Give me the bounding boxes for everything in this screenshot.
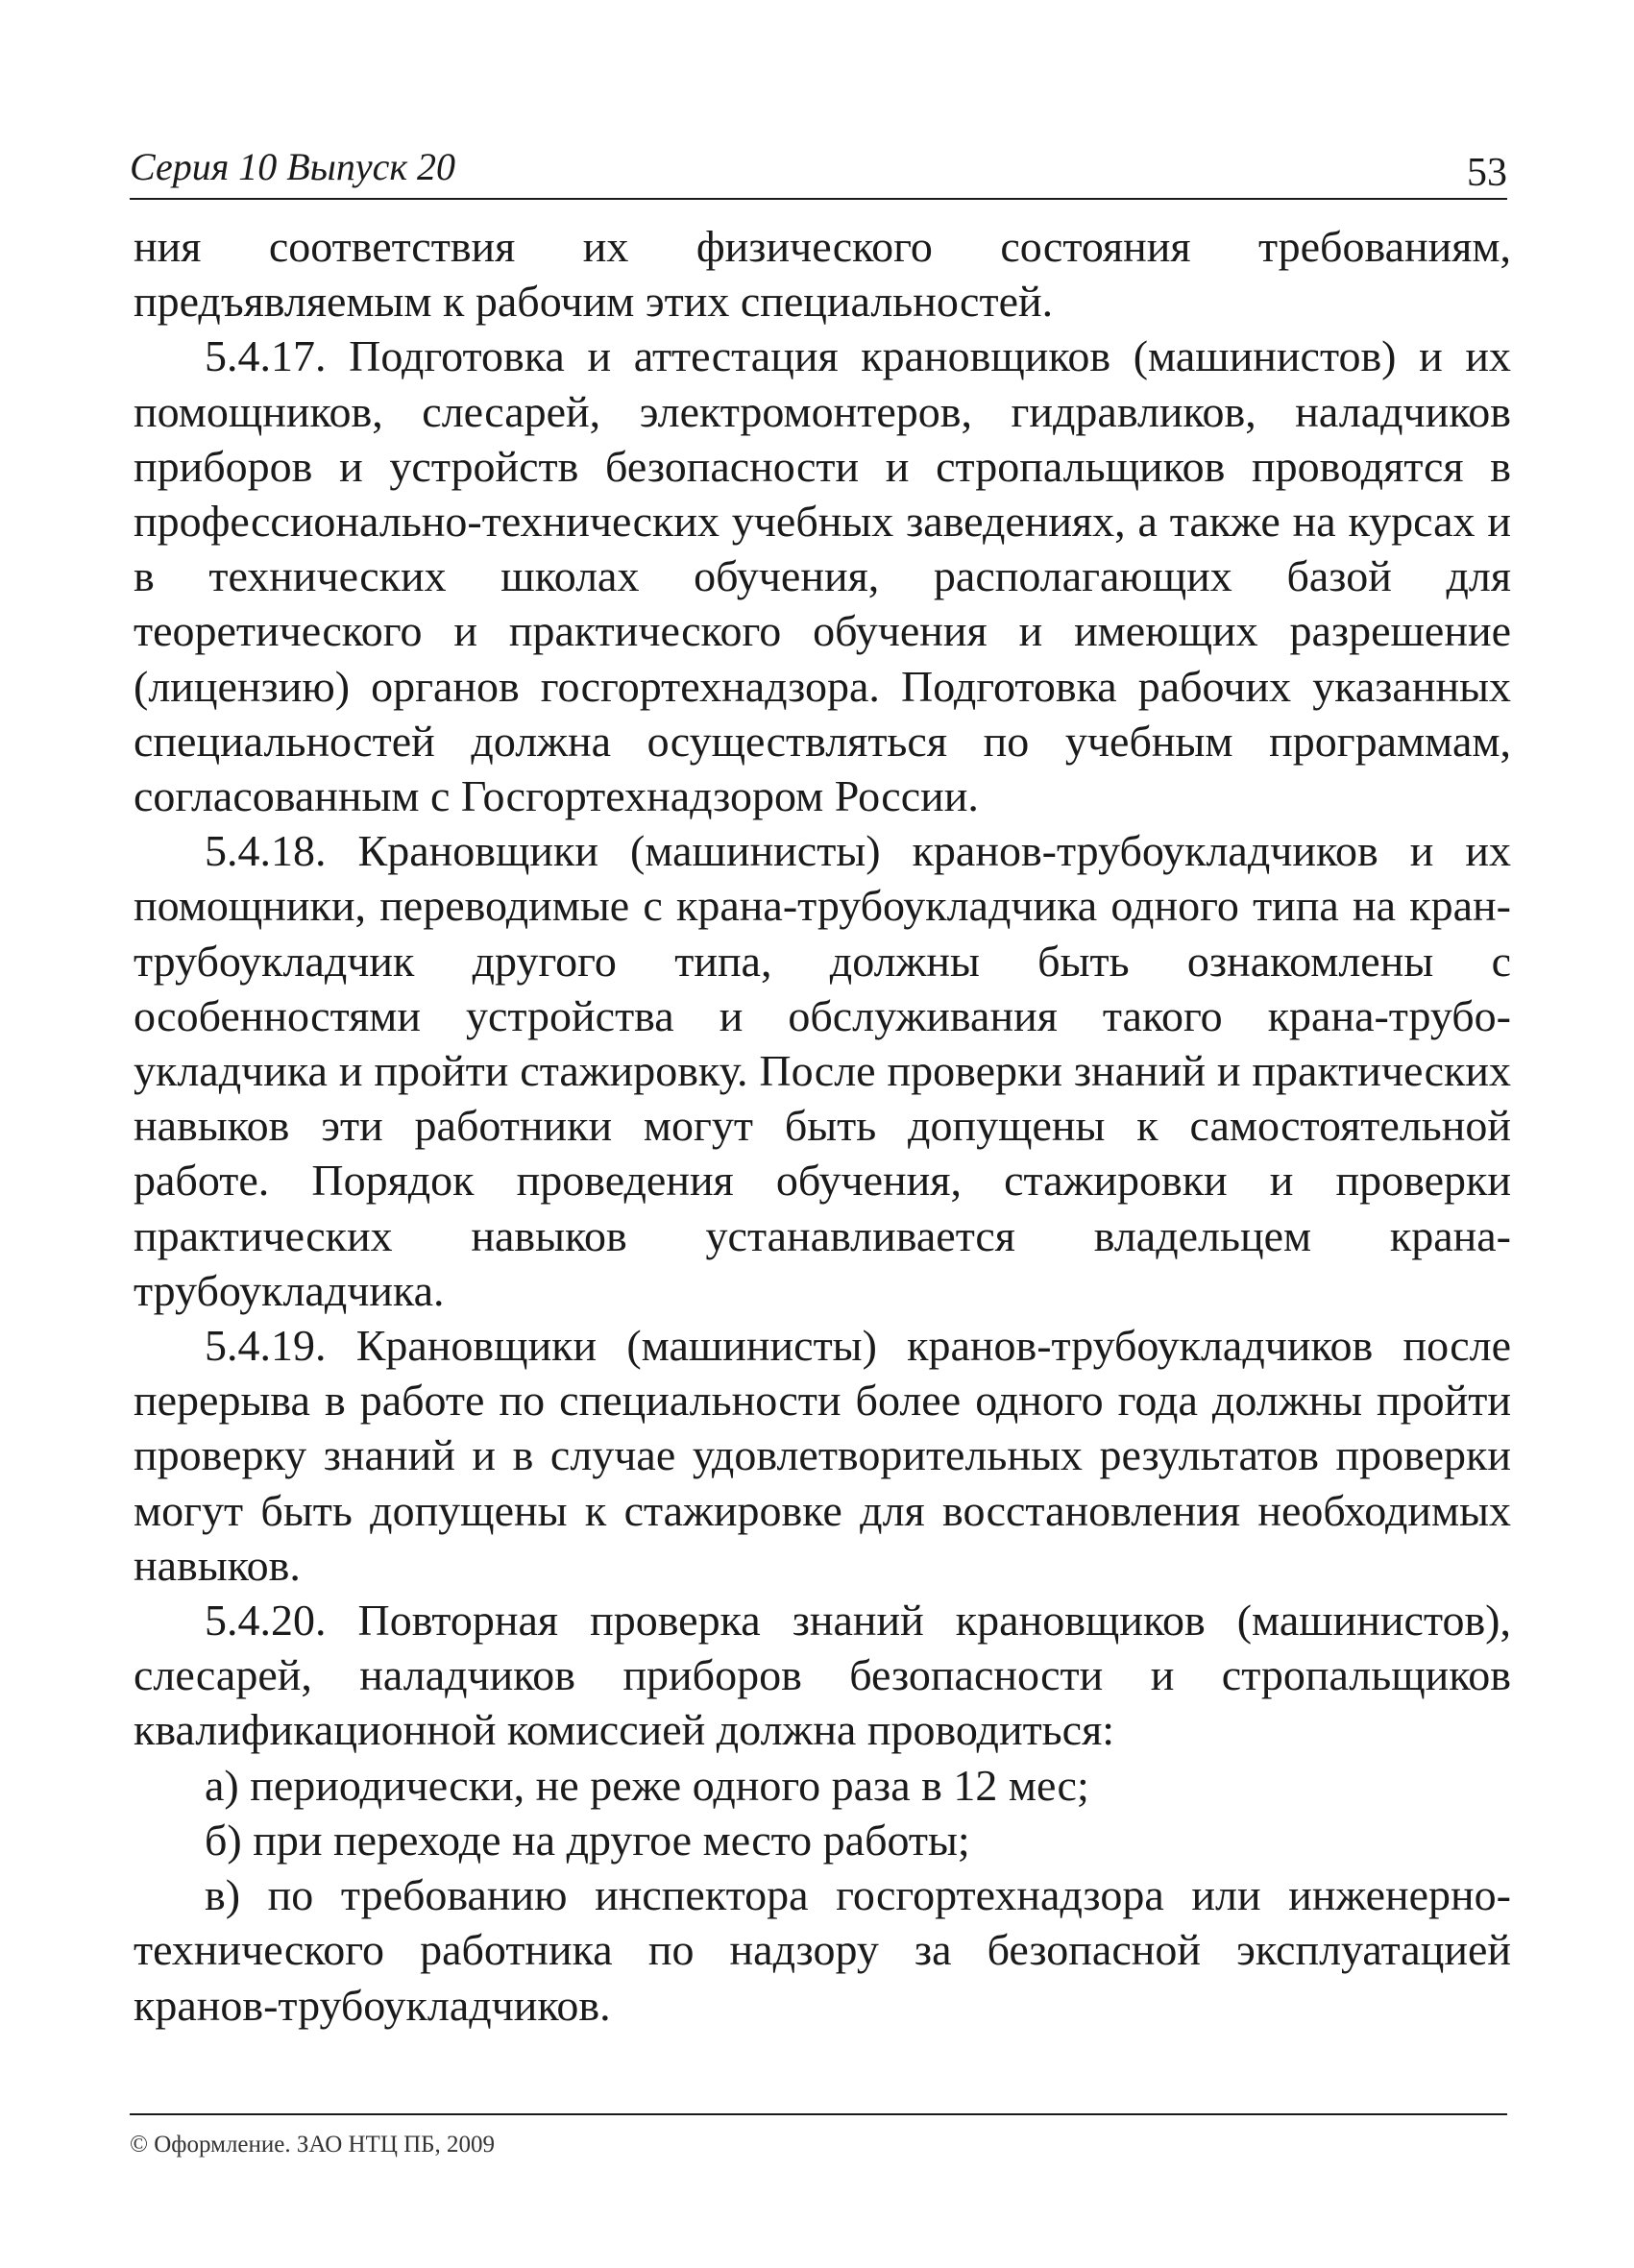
paragraph-5-4-17: 5.4.17. Подготовка и аттестация крановщиков (машинистов) и их помощников, слесарей, электромонтеров, гидравликов, наладчиков приборов и устройств безопасности и стропальщиков проводятся в профессионально-технических учебных заведениях, а также на курсах и в технических школах обучения, располагающих базой для теоретического и практического обучения и имеющих разрешение (лицензию) органов госгортехнадзора. Подготовка рабочих указанных специальностей должна осуществляться по учебным программам, согласованным с Госгортехнадзором России.: [134, 331, 1511, 821]
list-item-b: б) при переходе на другое место работы;: [205, 1815, 970, 1865]
paragraph-5-4-18: 5.4.18. Крановщики (машинисты) кранов-трубоукладчиков и их помощники, переводимые с крана-трубоукладчика одного типа на кран-трубоукладчик другого типа, должны быть ознакомлены с особенностями устройства и обслуживания такого крана-трубоукладчика и пройти стажировку. После проверки знаний и практических навыков эти работники могут быть допущены к самостоятельной работе. Порядок проведения обучения, стажировки и проверки практических навыков устанавливается владельцем крана-трубоукладчика.: [134, 826, 1511, 1315]
paragraph-continuation: ния соответствия их физического состояния требованиям, предъявляемым к рабочим этих специальностей.: [134, 222, 1511, 327]
series-title: Серия 10 Выпуск 20: [130, 145, 456, 188]
page-number: 53: [1467, 151, 1507, 195]
paragraph-5-4-19: 5.4.19. Крановщики (машинисты) кранов-трубоукладчиков после перерыва в работе по специальности более одного года должны пройти проверку знаний и в случае удовлетворительных результатов проверки могут быть допущены к стажировке для восстановления необходимых навыков.: [134, 1321, 1511, 1590]
list-item-c: в) по требованию инспектора госгортехнадзора или инженерно-технического работника по надзору за безопасной эксплуатацией кранов-трубоукладчиков.: [134, 1870, 1511, 2030]
footer-copyright: © Оформление. ЗАО НТЦ ПБ, 2009: [130, 2132, 496, 2158]
footer-divider: [130, 2113, 1507, 2115]
header-divider: [130, 198, 1507, 200]
main-text: [134, 219, 1511, 2033]
page-header: [130, 144, 1507, 202]
paragraph-5-4-20: 5.4.20. Повторная проверка знаний крановщиков (машинистов), слесарей, наладчиков приборов безопасности и стропальщиков квалификационной комиссией должна проводиться:: [134, 1596, 1511, 1755]
list-item-a: а) периодически, не реже одного раза в 12 мес;: [205, 1760, 1089, 1810]
